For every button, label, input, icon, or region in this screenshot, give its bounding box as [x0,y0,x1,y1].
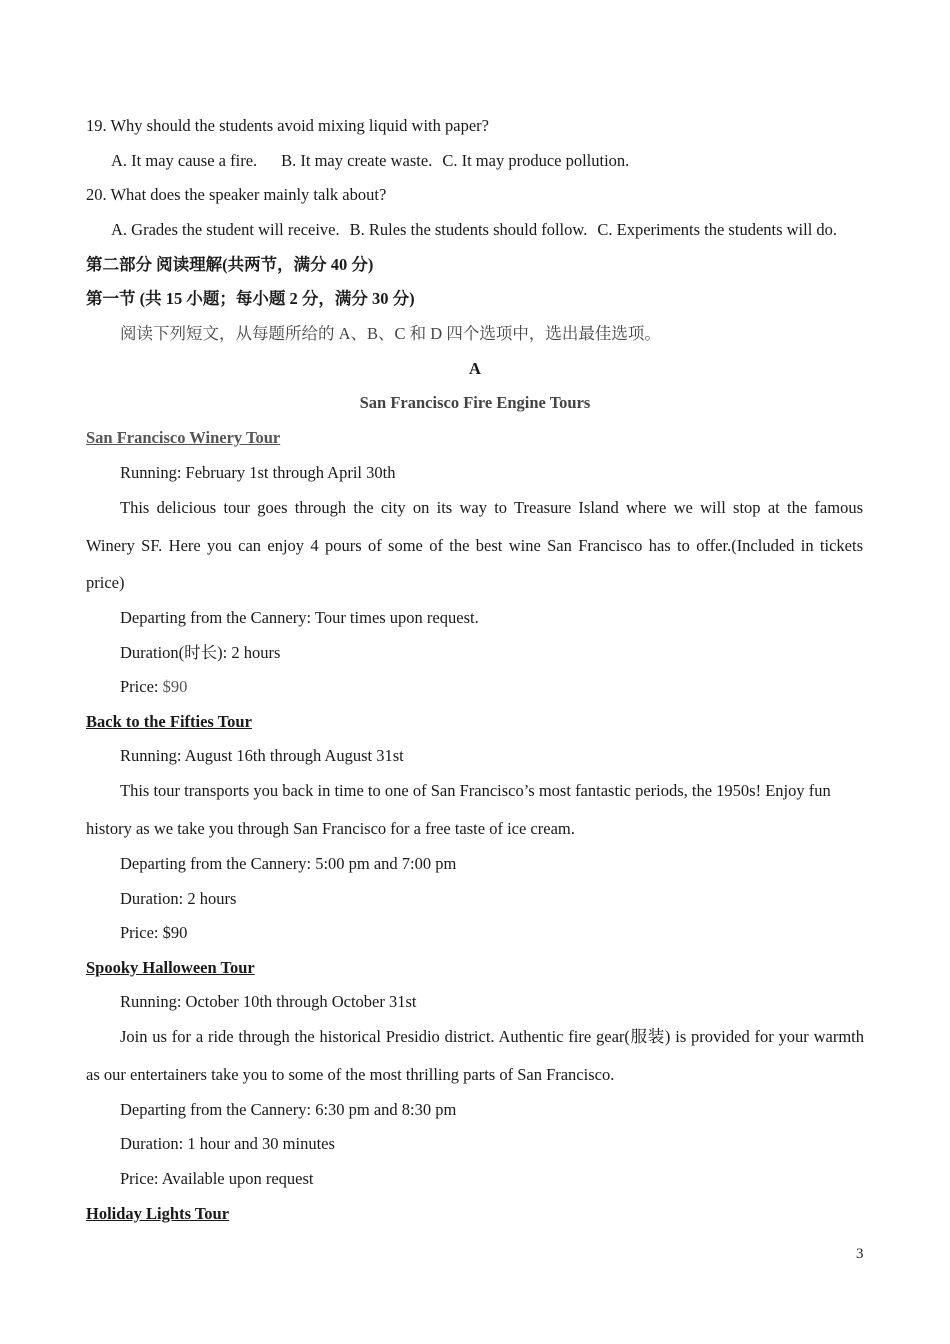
tour-1-price-label: Price: [120,677,163,696]
tour-1-desc-line-3: price) [86,573,125,592]
tour-3-price [120,1168,314,1190]
tour-1-price-value: $90 [162,677,188,696]
tour-3-desc-line-2: as our entertainers take you to some of the most thrilling parts of San Francisco. [86,1065,615,1084]
question-19-stem: 19. Why should the students avoid mixing liquid with paper? [86,116,489,135]
tour-3-departing: Departing from the Cannery: 6:30 pm and 8:30 pm [120,1100,457,1119]
q19-option-a: A. It may cause a fire. [111,151,258,170]
q19-option-b: B. It may create waste. [281,151,433,170]
tour-1-desc-line-1: This delicious tour goes through the city on its way to Treasure Island where we will stop at the famous [120,498,863,517]
tour-1-name: San Francisco Winery Tour [86,428,281,447]
question-20-stem: 20. What does the speaker mainly talk about? [86,185,387,204]
tour-3-desc-line-1: Join us for a ride through the historical Presidio district. Authentic fire gear(服装) is provided for your warmth [120,1027,864,1046]
section1-heading: 第一节 (共 15 小题；每小题 2 分，满分 30 分) [86,289,415,308]
q20-option-c: C. Experiments the students will do. [597,220,838,239]
tour-1-price [120,676,187,698]
tour-2-price-value: $90 [162,923,188,942]
tour-2-desc-line-2: history as we take you through San Francisco for a free taste of ice cream. [86,819,575,838]
tour-1-duration: Duration(时长): 2 hours [120,643,281,662]
tour-3-duration: Duration: 1 hour and 30 minutes [120,1134,335,1153]
tour-2-name: Back to the Fifties Tour [86,712,252,731]
part2-heading: 第二部分 阅读理解(共两节，满分 40 分) [86,255,374,274]
tour-2-duration: Duration: 2 hours [120,889,237,908]
q20-option-a: A. Grades the student will receive. [111,220,340,239]
reading-instruction: 阅读下列短文，从每题所给的 A、B、C 和 D 四个选项中，选出最佳选项。 [120,324,661,343]
question-19-options [111,150,629,172]
tour-4-name: Holiday Lights Tour [86,1204,230,1223]
tour-1-running: Running: February 1st through April 30th [120,463,396,482]
tour-2-price [120,922,187,944]
tour-1-desc-line-2: Winery SF. Here you can enjoy 4 pours of some of the best wine San Francisco has to offer.(Included in tickets [86,536,863,555]
question-20-options [111,219,837,241]
q19-option-c: C. It may produce pollution. [442,151,630,170]
tour-1-departing: Departing from the Cannery: Tour times upon request. [120,608,479,627]
tour-2-running: Running: August 16th through August 31st [120,746,404,765]
tour-3-price-label: Price: [120,1169,162,1188]
tour-3-price-value: Available upon request [161,1169,314,1188]
page-number: 3 [856,1246,864,1262]
tour-3-running: Running: October 10th through October 31st [120,992,417,1011]
q20-option-b: B. Rules the students should follow. [349,220,588,239]
tour-2-desc-line-1: This tour transports you back in time to one of San Francisco’s most fantastic periods, the 1950s! Enjoy fun [120,781,831,800]
tour-2-departing: Departing from the Cannery: 5:00 pm and 7:00 pm [120,854,457,873]
tour-3-name: Spooky Halloween Tour [86,958,255,977]
passage-letter: A [469,359,481,378]
passage-title: San Francisco Fire Engine Tours [359,393,591,412]
tour-2-price-label: Price: [120,923,163,942]
